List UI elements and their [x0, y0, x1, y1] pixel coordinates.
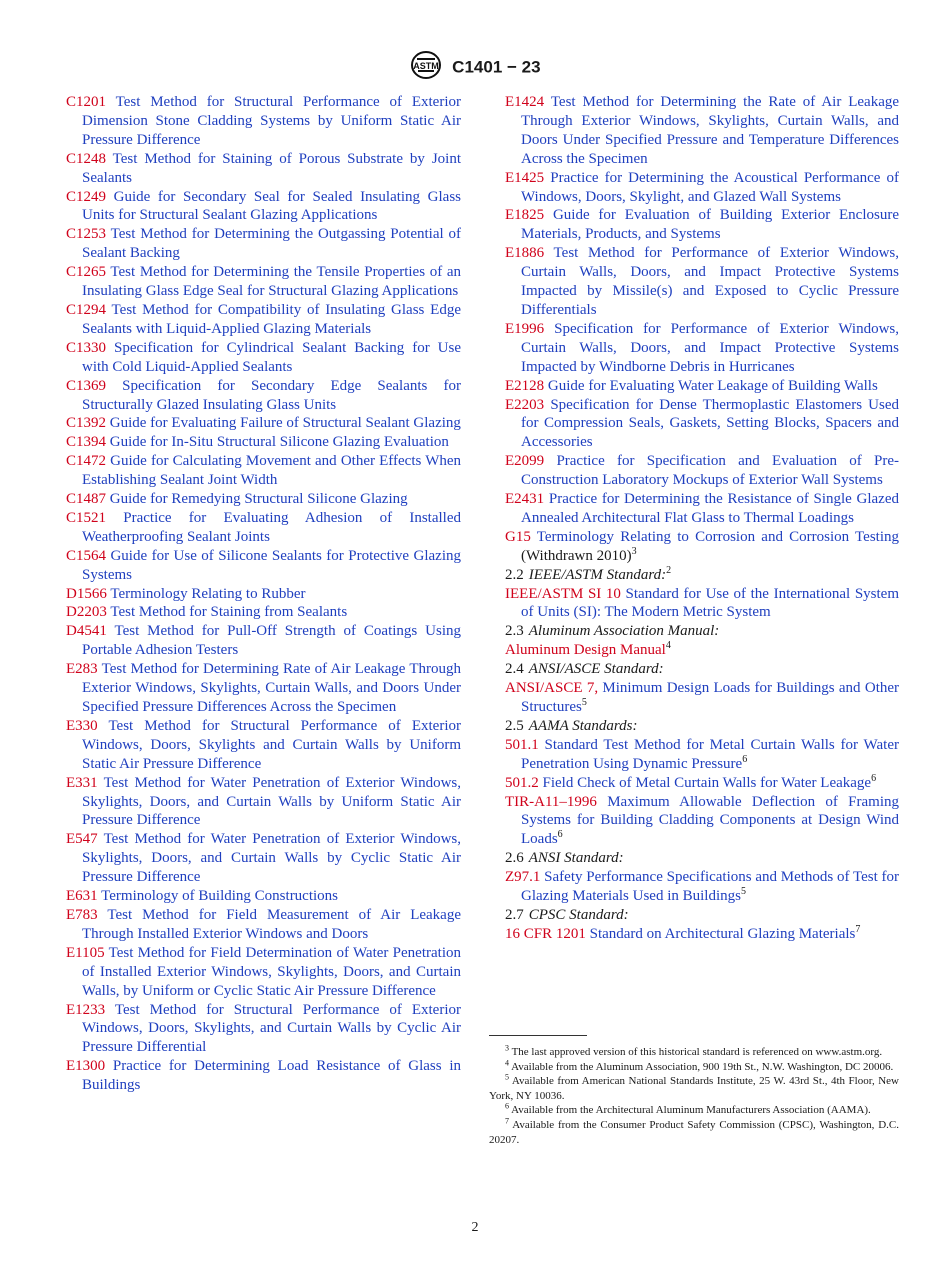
ref-title[interactable]: Terminology Relating to Rubber — [110, 585, 306, 602]
ref-code[interactable]: E1886 — [505, 245, 545, 262]
ref-code[interactable]: E331 — [66, 774, 98, 791]
ref-code[interactable]: C1249 — [66, 188, 107, 205]
ref-title[interactable]: Guide for Evaluating Water Leakage of Building Walls — [547, 377, 878, 394]
ref-title[interactable]: Test Method for Staining of Porous Substrate by Joint Sealants — [82, 150, 461, 186]
document-designation: C1401 − 23 — [452, 57, 541, 77]
ref-title[interactable]: Practice for Determining Load Resistance of Glass in Buildings — [82, 1058, 461, 1094]
reference-entry — [66, 509, 461, 547]
ref-title[interactable]: Specification for Cylindrical Sealant Backing for Use with Cold Liquid-Applied Sealants — [82, 339, 462, 375]
reference-entry — [66, 547, 461, 585]
withdrawn-note: (Withdrawn 2010) — [521, 547, 632, 564]
ref-title[interactable]: Test Method for Structural Performance of Exterior Dimension Stone Cladding Systems by Uniform Static Air Pressure Difference — [82, 94, 461, 148]
section-heading: 2.4 ANSI/ASCE Standard: — [505, 661, 664, 678]
ref-title[interactable]: Test Method for Compatibility of Insulating Glass Edge Sealants with Liquid-Applied Glazing Materials — [82, 301, 462, 337]
footnote-ref[interactable]: 2 — [666, 564, 672, 576]
reference-entry — [505, 793, 899, 850]
ref-title[interactable]: Specification for Secondary Edge Sealants for Structurally Glazed Insulating Glass Units — [82, 377, 461, 413]
footnote-ref[interactable]: 6 — [871, 772, 877, 784]
ref-title[interactable]: Guide for In-Situ Structural Silicone Glazing Evaluation — [109, 434, 449, 451]
ref-code[interactable]: C1487 — [66, 491, 107, 508]
reference-entry — [66, 452, 461, 490]
reference-entry — [505, 679, 899, 717]
reference-entry — [505, 641, 899, 660]
reference-entry — [66, 717, 461, 774]
reference-entry — [66, 339, 461, 377]
ref-code[interactable]: E631 — [66, 888, 98, 905]
ref-code[interactable]: E547 — [66, 831, 98, 848]
ref-code[interactable]: E783 — [66, 906, 98, 923]
ref-title[interactable]: Guide for Calculating Movement and Other Effects When Establishing Sealant Joint Width — [82, 453, 462, 489]
section-heading: 2.7 CPSC Standard: — [505, 906, 629, 923]
ref-title[interactable]: Guide for Use of Silicone Sealants for Protective Glazing Systems — [82, 547, 461, 583]
ref-code[interactable]: E1425 — [505, 169, 545, 186]
reference-entry — [505, 774, 899, 793]
ref-title[interactable]: Test Method for Performance of Exterior Windows, Curtain Walls, Doors, and Impact Protective Systems Impacted by Missile(s) and Exposed to Cyclic Pressure Differentials — [521, 245, 899, 318]
ref-code[interactable]: E2203 — [505, 396, 545, 413]
reference-entry — [66, 887, 461, 906]
reference-entry — [505, 396, 899, 453]
ref-code[interactable]: C1564 — [66, 547, 107, 564]
ref-title[interactable]: Test Method for Structural Performance of Exterior Windows, Doors, Skylights, and Curtain Walls by Cyclic Air Pressure Differential — [82, 1001, 461, 1056]
reference-entry — [505, 377, 899, 396]
footnote-ref[interactable]: 7 — [855, 923, 861, 935]
ref-code[interactable]: C1369 — [66, 377, 107, 394]
ref-code[interactable]: ANSI/ASCE 7, — [505, 680, 599, 697]
ref-code[interactable]: E330 — [66, 717, 98, 734]
ref-code[interactable]: D4541 — [66, 623, 107, 640]
reference-entry — [66, 433, 461, 452]
ref-code[interactable]: E1105 — [66, 944, 105, 961]
ref-title[interactable]: Guide for Evaluation of Building Exterior Enclosure Materials, Products, and Systems — [521, 207, 899, 243]
reference-entry — [505, 528, 899, 566]
ref-title[interactable]: Test Method for Pull-Off Strength of Coatings Using Portable Adhesion Testers — [82, 623, 461, 659]
section-heading: 2.6 ANSI Standard: — [505, 850, 624, 867]
ref-title[interactable]: Test Method for Field Determination of Water Penetration of Installed Exterior Windows, Skylights, Doors, and Curtain Walls, by Uniform or Cyclic Static Air Pressure Difference — [82, 944, 461, 999]
reference-entry — [66, 301, 461, 339]
ref-code[interactable]: C1330 — [66, 339, 107, 356]
ref-title[interactable]: Guide for Evaluating Failure of Structural Sealant Glazing — [109, 415, 461, 432]
ref-code[interactable]: Aluminum Design Manual — [505, 642, 666, 659]
footnote-divider — [489, 1035, 587, 1036]
ref-title[interactable]: Standard for Use of the International System of Units (SI): The Modern Metric System — [521, 585, 900, 621]
reference-entry — [66, 585, 461, 604]
ref-title[interactable]: Field Check of Metal Curtain Walls for Water Leakage — [542, 774, 872, 791]
ref-title[interactable]: Test Method for Determining the Tensile Properties of an Insulating Glass Edge Seal for Structural Glazing Applications — [82, 264, 462, 300]
reference-entry — [505, 736, 899, 774]
reference-entry — [505, 206, 899, 244]
ref-code[interactable]: D2203 — [66, 604, 107, 621]
section-heading: 2.5 AAMA Standards: — [505, 717, 638, 734]
ref-code[interactable]: E2099 — [505, 453, 545, 470]
footnote: $^3$ The last approved version of this historical standard is referenced on www.astm.org. — [505, 1043, 883, 1058]
ref-title[interactable]: Practice for Evaluating Adhesion of Installed Weatherproofing Sealant Joints — [82, 509, 461, 545]
ref-title[interactable]: Practice for Determining the Acoustical Performance of Windows, Doors, Skylight, and Glazed Wall Systems — [521, 169, 900, 205]
reference-entry — [66, 225, 461, 263]
ref-title[interactable]: Test Method for Field Measurement of Air Leakage Through Installed Exterior Windows and Doors — [82, 906, 461, 942]
ref-code[interactable]: E1233 — [66, 1001, 106, 1018]
reference-entry — [505, 585, 899, 623]
ref-title[interactable]: Practice for Specification and Evaluation of Pre-Construction Laboratory Mockups of Exterior Wall Systems — [521, 453, 900, 489]
ref-code[interactable]: Z97.1 — [505, 869, 541, 886]
ref-title[interactable]: Terminology Relating to Corrosion and Corrosion Testing — [536, 528, 899, 545]
ref-code[interactable]: E2128 — [505, 377, 545, 394]
footnote-ref[interactable]: 3 — [631, 545, 637, 557]
ref-title[interactable]: Guide for Remedying Structural Silicone Glazing — [109, 491, 408, 508]
ref-code[interactable]: D1566 — [66, 585, 107, 602]
ref-title[interactable]: Specification for Dense Thermoplastic Elastomers Used for Compression Seals, Gaskets, Setting Blocks, Spacers and Accessories — [521, 396, 900, 451]
footnote: $^7$ Available from the Consumer Product Safety Commission (CPSC), Washington, D.C. 20207. — [489, 1116, 899, 1146]
reference-entry — [66, 603, 461, 622]
section-heading: 2.2 IEEE/ASTM Standard:$^2$ — [505, 564, 672, 583]
footnote-ref[interactable]: 5 — [740, 886, 746, 898]
reference-entry — [505, 452, 899, 490]
ref-title[interactable]: Test Method for Determining the Outgassing Potential of Sealant Backing — [82, 226, 461, 262]
footnote-ref[interactable]: 4 — [665, 640, 671, 652]
reference-entry — [66, 830, 461, 887]
page-header — [0, 50, 950, 85]
reference-entry — [66, 414, 461, 433]
ref-title[interactable]: Standard on Architectural Glazing Materials — [589, 925, 856, 942]
reference-entry — [505, 169, 899, 207]
reference-entry — [66, 774, 461, 831]
ref-title[interactable]: Standard Test Method for Metal Curtain Walls for Water Penetration Using Dynamic Pressure — [521, 736, 899, 772]
ref-code[interactable]: C1394 — [66, 434, 107, 451]
footnote-ref[interactable]: 5 — [581, 697, 587, 708]
reference-entry — [66, 660, 461, 717]
ref-code[interactable]: C1521 — [66, 509, 107, 526]
ref-title[interactable]: Test Method for Determining the Rate of Air Leakage Through Exterior Windows, Skylights, Curtain Walls, and Doors Under Specified Pressure and Temperature Differences Across the Specimen — [521, 94, 900, 167]
reference-entry — [505, 320, 899, 377]
reference-entry — [505, 490, 899, 528]
ref-code[interactable]: E1825 — [505, 207, 545, 224]
ref-code[interactable]: E1300 — [66, 1058, 106, 1075]
ref-title[interactable]: Guide for Secondary Seal for Sealed Insulating Glass Units for Structural Sealant Glazing Applications — [82, 188, 462, 224]
ref-code[interactable]: IEEE/ASTM SI 10 — [505, 585, 621, 602]
ref-code[interactable]: E1996 — [505, 320, 545, 337]
ref-title[interactable]: Test Method for Structural Performance of Exterior Windows, Doors, Skylights and Curtain Walls by Uniform Static Air Pressure Difference — [82, 717, 461, 772]
ref-title[interactable]: Practice for Determining the Resistance of Single Glazed Annealed Architectural Flat Glass to Thermal Loadings — [521, 491, 899, 526]
ref-title[interactable]: Test Method for Water Penetration of Exterior Windows, Skylights, Doors, and Curtain Walls by Cyclic Static Air Pressure Difference — [82, 831, 462, 886]
ref-code[interactable]: TIR-A11–1996 — [505, 793, 597, 810]
reference-entry — [66, 1057, 461, 1095]
ref-code[interactable]: 501.1 — [505, 736, 539, 753]
section-heading: 2.3 Aluminum Association Manual: — [505, 623, 720, 640]
footnote-ref[interactable]: 6 — [557, 829, 563, 841]
reference-entry — [505, 925, 899, 944]
ref-code[interactable]: G15 — [505, 528, 531, 545]
ref-code[interactable]: C1253 — [66, 226, 107, 243]
reference-entry — [66, 622, 461, 660]
reference-entry — [66, 263, 461, 301]
ref-title[interactable]: Safety Performance Specifications and Methods of Test for Glazing Materials Used in Buildings — [521, 869, 899, 905]
footnote: $^6$ Available from the Architectural Aluminum Manufacturers Association (AAMA). — [505, 1101, 871, 1117]
reference-entry — [66, 490, 461, 509]
ref-title[interactable]: Minimum Design Loads for Buildings and Other Structures — [521, 680, 900, 715]
footnote: $^4$ Available from the Aluminum Association, 900 19th St., N.W. Washington, DC 20006. — [505, 1057, 894, 1073]
svg-text:ASTM: ASTM — [413, 61, 440, 71]
reference-entry — [66, 1001, 461, 1058]
reference-entry — [66, 377, 461, 415]
astm-logo — [409, 50, 443, 85]
footnotes — [489, 1045, 899, 1147]
ref-code[interactable]: C1201 — [66, 94, 107, 110]
footnote-ref[interactable]: 6 — [742, 753, 748, 765]
reference-entry — [66, 906, 461, 944]
ref-code[interactable]: E283 — [66, 661, 98, 678]
footnote: $^5$ Available from American National Standards Institute, 25 W. 43rd St., 4th Floor, New York, NY 10036. — [489, 1072, 899, 1102]
reference-entry — [66, 944, 461, 1001]
ref-code[interactable]: C1265 — [66, 264, 107, 281]
page-number: 2 — [471, 1220, 479, 1235]
reference-entry — [66, 93, 461, 150]
reference-entry — [66, 188, 461, 226]
ref-title[interactable]: Terminology of Building Constructions — [101, 888, 339, 905]
ref-title[interactable]: Test Method for Water Penetration of Exterior Windows, Skylights, Doors, and Curtain Walls by Uniform Static Air Pressure Difference — [82, 774, 462, 829]
right-column — [505, 93, 899, 944]
ref-code[interactable]: C1294 — [66, 301, 107, 318]
ref-code[interactable]: E1424 — [505, 94, 545, 110]
reference-entry — [505, 244, 899, 320]
ref-title[interactable]: Specification for Performance of Exterior Windows, Curtain Walls, Doors, and Impact Protective Systems Impacted by Windborne Debris in Hurricanes — [521, 320, 900, 375]
ref-code[interactable]: 501.2 — [505, 774, 539, 791]
ref-code[interactable]: E2431 — [505, 491, 545, 508]
ref-code[interactable]: 16 CFR 1201 — [505, 925, 586, 942]
reference-entry — [66, 150, 461, 188]
ref-code[interactable]: C1392 — [66, 415, 107, 432]
left-column — [66, 93, 461, 1095]
reference-entry — [505, 93, 899, 169]
ref-title[interactable]: Maximum Allowable Deflection of Framing Systems for Building Cladding Components at Design Wind Loads — [521, 793, 900, 848]
ref-code[interactable]: C1248 — [66, 150, 107, 167]
reference-entry — [505, 868, 899, 906]
ref-code[interactable]: C1472 — [66, 453, 107, 470]
ref-title[interactable]: Test Method for Determining Rate of Air Leakage Through Exterior Windows, Skylights, Curtain Walls, and Doors Under Specified Pressure Differences Across the Specimen — [82, 661, 461, 715]
ref-title[interactable]: Test Method for Staining from Sealants — [110, 604, 348, 621]
